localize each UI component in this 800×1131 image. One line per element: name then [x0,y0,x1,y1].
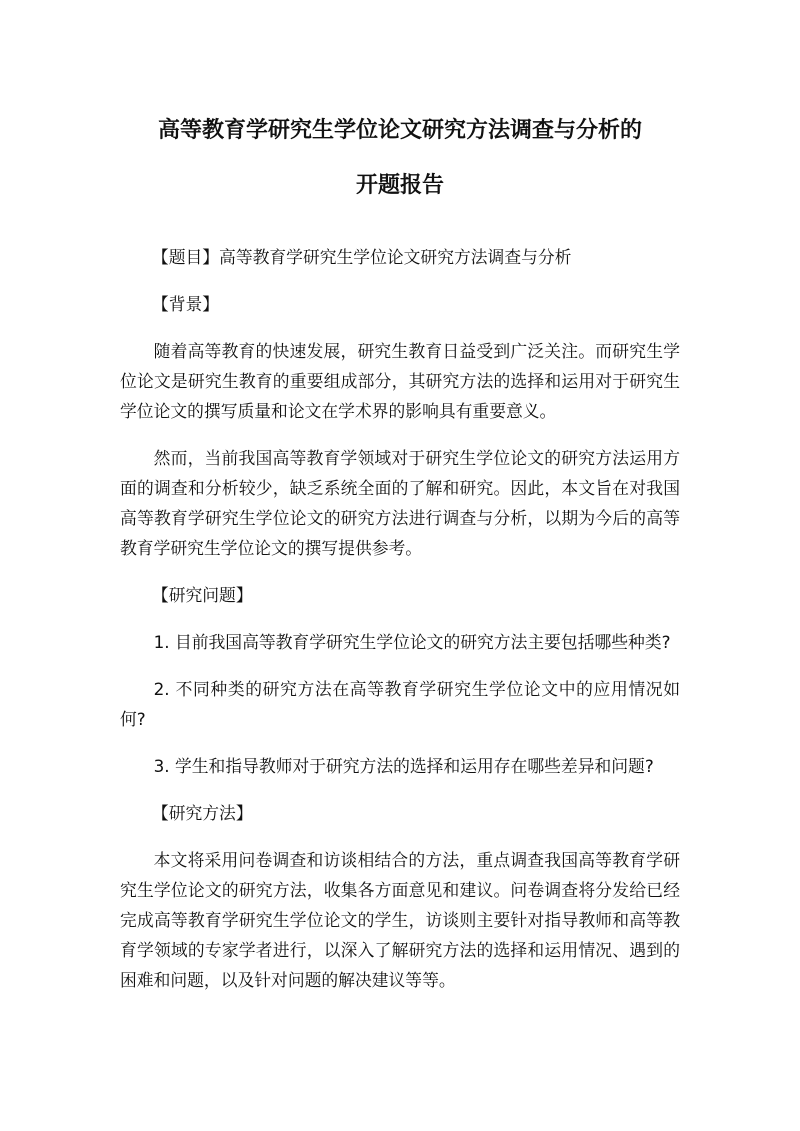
research-methods-paragraph: 本文将采用问卷调查和访谈相结合的方法，重点调查我国高等教育学研究生学位论文的研究方法，收集各方面意见和建议。问卷调查将分发给已经完成高等教育学研究生学位论文的学生，访谈则主要针对指导教师和高等教育学领域的专家学者进行，以深入了解研究方法的选择和运用情况、遇到的困难和问题，以及针对问题的解决建议等等。 [120,850,680,990]
document-title-line-1: 高等教育学研究生学位论文研究方法调查与分析的 [157,118,642,143]
research-question-1: 1. 目前我国高等教育学研究生学位论文的研究方法主要包括哪些种类? [153,632,671,652]
research-methods-heading: 【研究方法】 [151,803,253,823]
research-question-2: 2. 不同种类的研究方法在高等教育学研究生学位论文中的应用情况如何? [120,679,680,729]
research-question-3: 3. 学生和指导教师对于研究方法的选择和运用存在哪些差异和问题? [153,756,654,776]
research-questions-heading: 【研究问题】 [151,585,253,605]
background-paragraph-2: 然而，当前我国高等教育学领域对于研究生学位论文的研究方法运用方面的调查和分析较少，缺乏系统全面的了解和研究。因此，本文旨在对我国高等教育学研究生学位论文的研究方法进行调查与分析，以期为今后的高等教育学研究生学位论文的撰写提供参考。 [120,448,680,558]
background-paragraph-1: 随着高等教育的快速发展，研究生教育日益受到广泛关注。而研究生学位论文是研究生教育的重要组成部分，其研究方法的选择和运用对于研究生学位论文的撰写质量和论文在学术界的影响具有重要意义。 [120,341,680,421]
topic-paragraph: 【题目】高等教育学研究生学位论文研究方法调查与分析 [151,247,572,267]
document-body [120,242,680,1012]
background-heading: 【背景】 [151,294,220,314]
document-title-line-2: 开题报告 [355,173,444,198]
